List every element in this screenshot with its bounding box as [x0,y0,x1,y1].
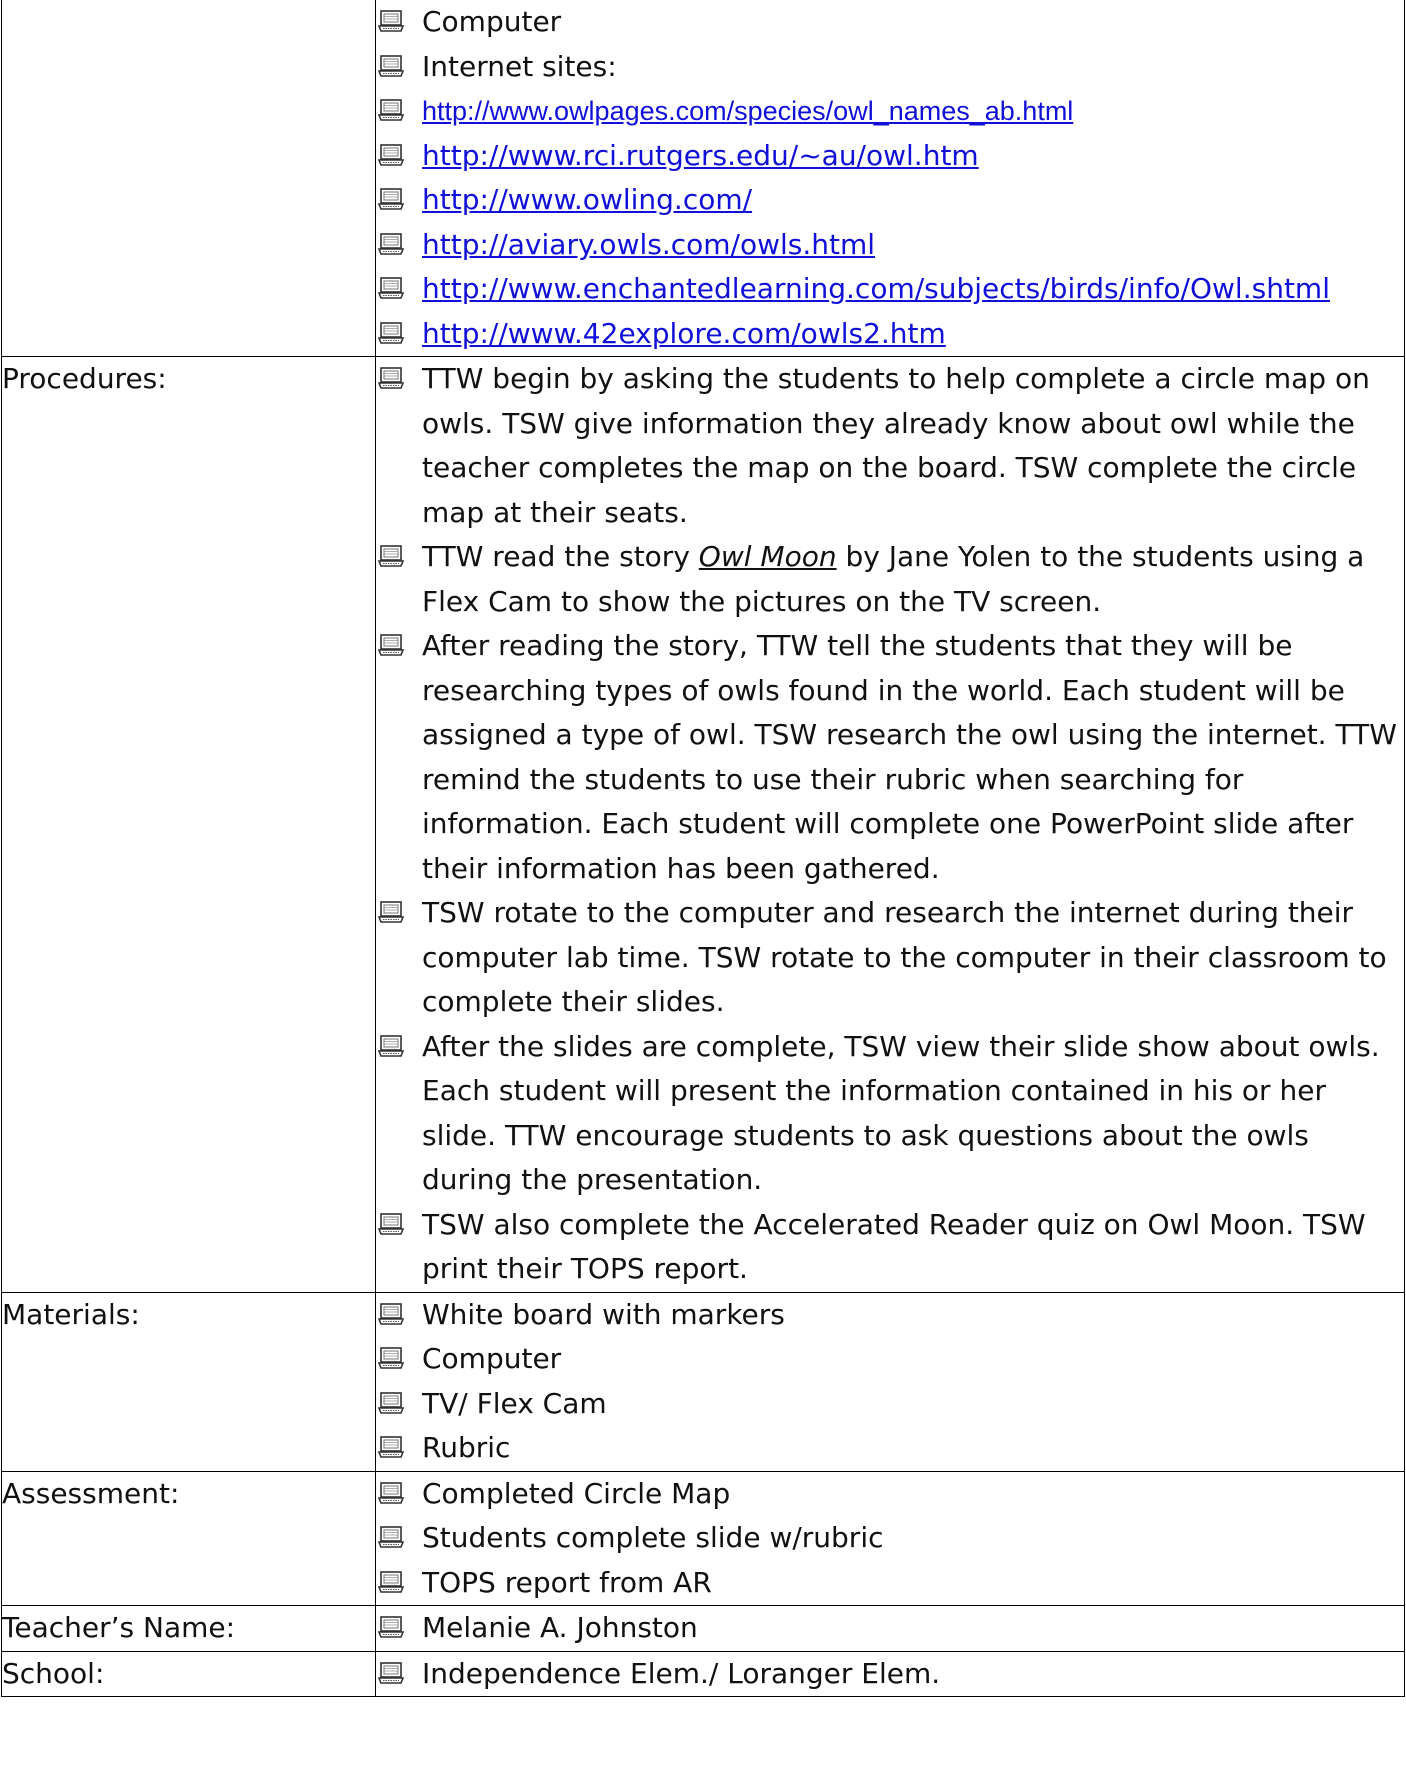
resources-content [376,0,1405,357]
computer-icon [376,318,406,348]
item-text: TSW also complete the Accelerated Reader quiz on Owl Moon. TSW print their TOPS report. [422,1207,1366,1285]
computer-icon [376,630,406,660]
list-item [376,1606,1404,1651]
item-text: Independence Elem./ Loranger Elem. [422,1656,941,1690]
item-text: After reading the story, TTW tell the students that they will be researching types of owls found in the world. Each student will be assigned a type of owl. TSW research the owl using the internet. TTW remind the students to use their rubric when searching for information. Each student will complete one PowerPoint slide after their information has been gathered. [422,629,1397,885]
internet-site-link[interactable]: http://www.rci.rutgers.edu/~au/owl.htm [422,138,979,172]
computer-icon [376,1343,406,1373]
row-label: Teacher’s Name: [2,1606,376,1652]
internet-site-link[interactable]: http://www.owlpages.com/species/owl_names_ab.html [422,96,1074,126]
item-text: Rubric [422,1431,511,1464]
list-item [376,1203,1404,1292]
computer-icon [376,1209,406,1239]
computer-icon [376,1567,406,1597]
internet-site-link[interactable]: http://www.42explore.com/owls2.htm [422,316,946,350]
item-text: After the slides are complete, TSW view their slide show about owls. Each student will present the information contained in his or her slide. TTW encourage students to ask questions about the owls during the presentation. [422,1029,1380,1196]
list-item [376,1561,1404,1606]
list-item [376,223,1404,268]
item-text: TOPS report from AR [422,1565,712,1599]
book-title: Owl Moon [698,540,837,573]
resources-row [2,0,1405,357]
item-text: TV/ Flex Cam [422,1386,607,1420]
computer-icon [376,140,406,170]
list-item [376,1426,1404,1471]
list-item [376,891,1404,1025]
row-content [376,357,1405,1293]
computer-icon [376,897,406,927]
computer-icon [376,273,406,303]
computer-icon [376,1432,406,1462]
table-row [2,1606,1405,1652]
computer-icon [376,1658,406,1688]
row-label: Procedures: [2,357,376,1293]
computer-icon [376,363,406,393]
row-content [376,1651,1405,1697]
item-list [376,1293,1404,1471]
item-list [376,1472,1404,1606]
list-item [376,357,1404,535]
computer-icon [376,1522,406,1552]
computer-icon [376,1031,406,1061]
item-list [376,357,1404,1292]
computer-icon [376,1612,406,1642]
item-text: by Jane Yolen to the students using a Flex Cam to show the pictures on the TV screen. [422,540,1365,618]
list-item [376,312,1404,357]
item-text: TTW begin by asking the students to help complete a circle map on owls. TSW give information they already know about owl while the teacher completes the map on the board. TSW complete the circle map at their seats. [422,362,1370,529]
lesson-plan-body [2,0,1405,1697]
row-label-empty [2,0,376,357]
list-item [376,1025,1404,1203]
item-text: Internet sites: [422,49,617,83]
internet-site-link[interactable]: http://www.owling.com/ [422,183,753,216]
list-item [376,45,1404,90]
computer-icon [376,229,406,259]
row-label: School: [2,1651,376,1697]
computer-icon [376,1299,406,1329]
computer-icon [376,51,406,81]
list-item [376,267,1404,312]
item-text: Completed Circle Map [422,1476,731,1510]
list-item [376,178,1404,223]
item-list [376,1652,1404,1697]
table-row [2,1651,1405,1697]
item-text: Computer [422,5,562,38]
list-item [376,1293,1404,1338]
item-text: Melanie A. Johnston [422,1611,698,1644]
list-item [376,1652,1404,1697]
item-text: Computer [422,1342,562,1375]
item-text: TSW rotate to the computer and research the internet during their computer lab time. TSW rotate to the computer in their classroom to complete their slides. [422,896,1387,1018]
list-item [376,1472,1404,1517]
row-label: Assessment: [2,1471,376,1606]
item-text: TTW read the story [422,540,699,573]
list-item [376,1337,1404,1382]
computer-icon [376,1388,406,1418]
computer-icon [376,95,406,125]
row-content [376,1471,1405,1606]
resources-list [376,0,1404,356]
list-item [376,535,1404,624]
computer-icon [376,6,406,36]
computer-icon [376,541,406,571]
item-text: White board with markers [422,1297,785,1331]
lesson-plan-table [1,0,1405,1697]
internet-site-link[interactable]: http://www.enchantedlearning.com/subjects/birds/info/Owl.shtml [422,272,1330,305]
table-row [2,357,1405,1293]
item-list [376,1606,1404,1651]
computer-icon [376,184,406,214]
computer-icon [376,1478,406,1508]
row-content [376,1606,1405,1652]
table-row [2,1471,1405,1606]
list-item [376,89,1404,134]
row-content [376,1292,1405,1471]
table-row [2,1292,1405,1471]
list-item [376,624,1404,891]
list-item [376,0,1404,45]
list-item [376,1382,1404,1427]
list-item [376,1516,1404,1561]
list-item [376,134,1404,179]
internet-site-link[interactable]: http://aviary.owls.com/owls.html [422,227,876,261]
row-label: Materials: [2,1292,376,1471]
item-text: Students complete slide w/rubric [422,1521,884,1554]
